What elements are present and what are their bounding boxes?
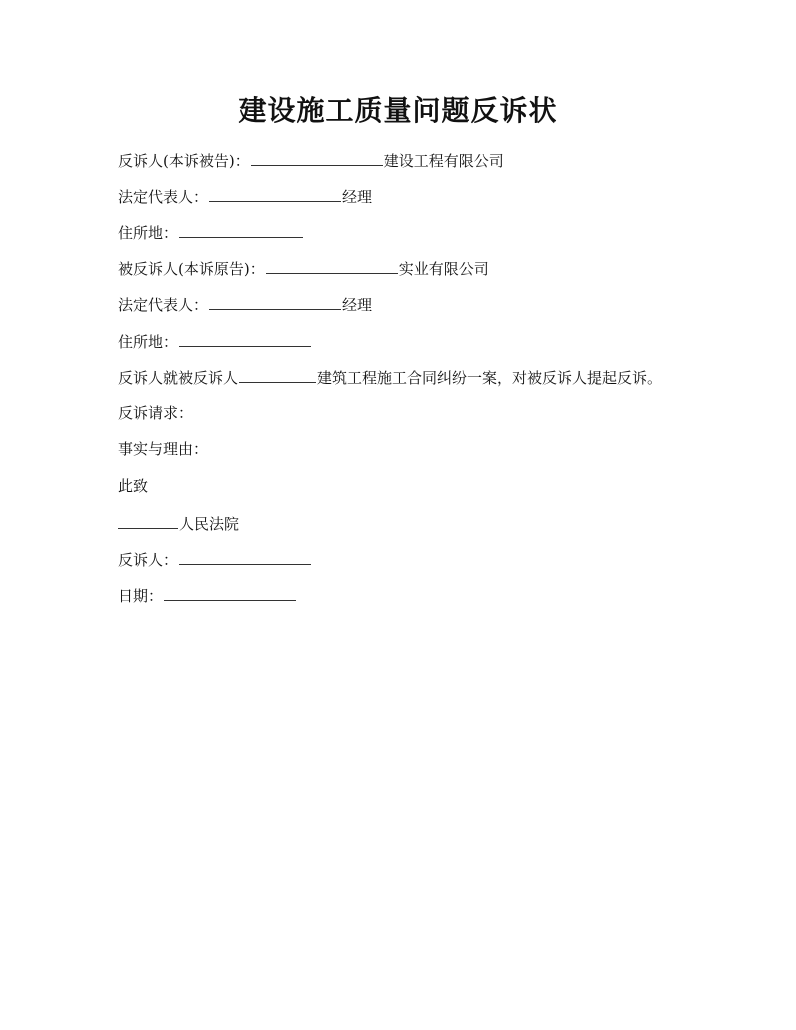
facts-line: [118, 439, 208, 459]
court-name-blank: [118, 513, 178, 529]
defendant-address-blank: [179, 331, 311, 347]
defendant-rep-line: [118, 294, 372, 315]
counterclaimant-label: 反诉人(本诉被告)：: [118, 152, 250, 170]
case-statement-line: [118, 367, 662, 388]
counterclaimant-rep-line: [118, 186, 372, 207]
defendant-address-label: 住所地：: [118, 333, 179, 351]
project-name-blank: [239, 367, 316, 383]
date-blank: [164, 585, 296, 601]
defendant-name-blank: [266, 258, 398, 274]
court-line: [118, 513, 239, 534]
case-statement-prefix: 反诉人就被反诉人: [118, 369, 239, 387]
counterclaimant-address-line: [118, 222, 304, 243]
case-statement-suffix: 建筑工程施工合同纠纷一案，对被反诉人提起反诉。: [317, 369, 663, 387]
date-label: 日期：: [118, 587, 164, 605]
defendant-rep-suffix: 经理: [342, 296, 373, 314]
counterclaimant-rep-suffix: 经理: [342, 188, 373, 206]
claims-label: 反诉请求：: [118, 404, 194, 422]
defendant-rep-label: 法定代表人：: [118, 296, 209, 314]
counterclaimant-rep-label: 法定代表人：: [118, 188, 209, 206]
court-suffix: 人民法院: [179, 515, 240, 533]
salutation-line: [118, 476, 148, 496]
signer-line: [118, 549, 312, 570]
counterclaimant-line: [118, 150, 504, 171]
counterclaimant-address-blank: [179, 222, 303, 238]
facts-label: 事实与理由：: [118, 440, 209, 458]
defendant-address-line: [118, 331, 312, 352]
counterclaimant-rep-blank: [209, 186, 341, 202]
defendant-suffix: 实业有限公司: [398, 260, 489, 278]
counterclaimant-suffix: 建设工程有限公司: [383, 152, 504, 170]
signer-blank: [179, 549, 311, 565]
counterclaimant-name-blank: [251, 150, 383, 166]
date-line: [118, 585, 297, 606]
document-title: 建设施工质量问题反诉状: [238, 94, 558, 127]
defendant-rep-blank: [209, 294, 341, 310]
salutation-label: 此致: [118, 477, 149, 495]
defendant-line: [118, 258, 489, 279]
counterclaimant-address-label: 住所地：: [118, 224, 179, 242]
defendant-label: 被反诉人(本诉原告)：: [118, 260, 265, 278]
claims-line: [118, 403, 193, 423]
signer-label: 反诉人：: [118, 551, 179, 569]
